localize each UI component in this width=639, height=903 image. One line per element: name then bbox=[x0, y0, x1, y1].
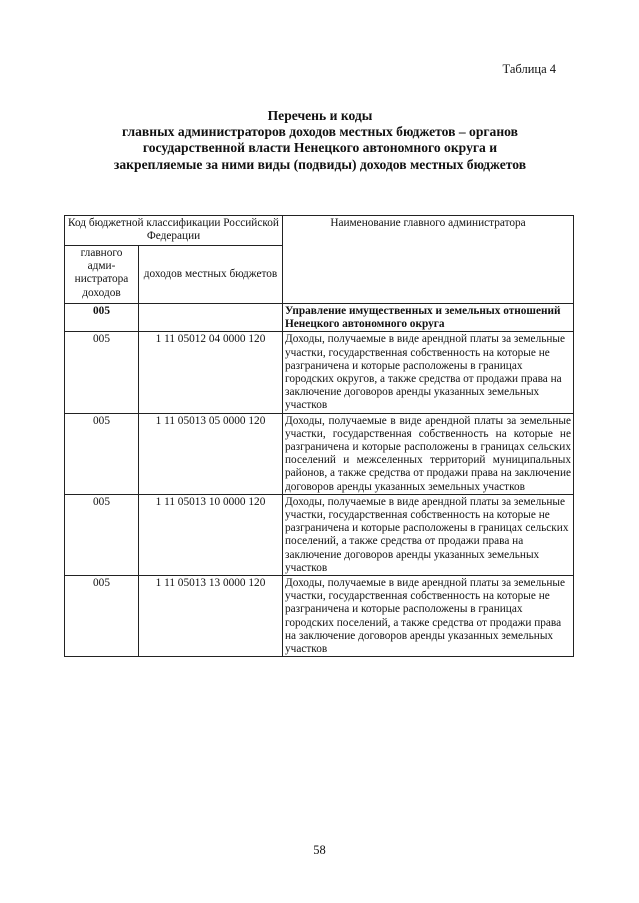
table-row bbox=[65, 332, 574, 413]
title-line: государственной власти Ненецкого автономного округа и bbox=[142, 140, 498, 156]
table-section-row bbox=[65, 304, 574, 332]
table-number: Таблица 4 bbox=[502, 62, 556, 76]
table-header-row bbox=[65, 216, 574, 246]
row-revenue-code: 1 11 05012 04 0000 120 bbox=[139, 332, 283, 413]
header-chief-admin: главного адми-нистратора доходов bbox=[65, 246, 139, 304]
title-line: Перечень и коды bbox=[267, 108, 373, 123]
title-line: главных администраторов доходов местных бюджетов – органов bbox=[121, 124, 518, 140]
header-admin-name: Наименование главного администратора bbox=[283, 216, 574, 304]
row-revenue-code: 1 11 05013 13 0000 120 bbox=[139, 576, 283, 657]
section-admin-code: 005 bbox=[65, 304, 139, 332]
header-local-revenue: доходов местных бюджетов bbox=[139, 246, 283, 304]
section-admin-name: Управление имущественных и земельных отношений Ненецкого автономного округа bbox=[283, 304, 574, 332]
title-line: закрепляемые за ними виды (подвиды) доходов местных бюджетов bbox=[113, 156, 527, 172]
row-admin-code: 005 bbox=[65, 576, 139, 657]
row-admin-code: 005 bbox=[65, 413, 139, 494]
header-classification-code: Код бюджетной классификации Российской Федерации bbox=[65, 216, 283, 246]
revenue-table bbox=[64, 215, 574, 657]
row-admin-code: 005 bbox=[65, 494, 139, 575]
row-revenue-code: 1 11 05013 10 0000 120 bbox=[139, 494, 283, 575]
table-row bbox=[65, 413, 574, 494]
row-description: Доходы, получаемые в виде арендной платы за земельные участки, государственная собственность на которые не разграничена и которые расположены в границах городских округов, а также средства от продажи права на заключение договоров аренды указанных земельных участков bbox=[283, 332, 574, 413]
table-row bbox=[65, 494, 574, 575]
row-revenue-code: 1 11 05013 05 0000 120 bbox=[139, 413, 283, 494]
document-title bbox=[64, 108, 576, 173]
page-number: 58 bbox=[313, 843, 326, 857]
table-row bbox=[65, 576, 574, 657]
row-admin-code: 005 bbox=[65, 332, 139, 413]
row-description: Доходы, получаемые в виде арендной платы за земельные участки, государственная собственность на которые не разграничена и которые расположены в границах сельских поселений, а также средства от продажи права на заключение договоров аренды указанных земельных участков bbox=[283, 494, 574, 575]
row-description: Доходы, получаемые в виде арендной платы за земельные участки, государственная собственность на которые не разграничена и которые расположены в границах городских поселений, а также средства от продажи права на заключение договоров аренды указанных земельных участков bbox=[283, 576, 574, 657]
section-revenue-code bbox=[139, 304, 283, 332]
row-description: Доходы, получаемые в виде арендной платы за земельные участки, государственная собственность на которые не разграничена и которые расположены в границах сельских поселений и межселенных территорий муниципальных районов, а также средства от продажи права на заключение договоров аренды указанных земельных участков bbox=[283, 413, 574, 494]
